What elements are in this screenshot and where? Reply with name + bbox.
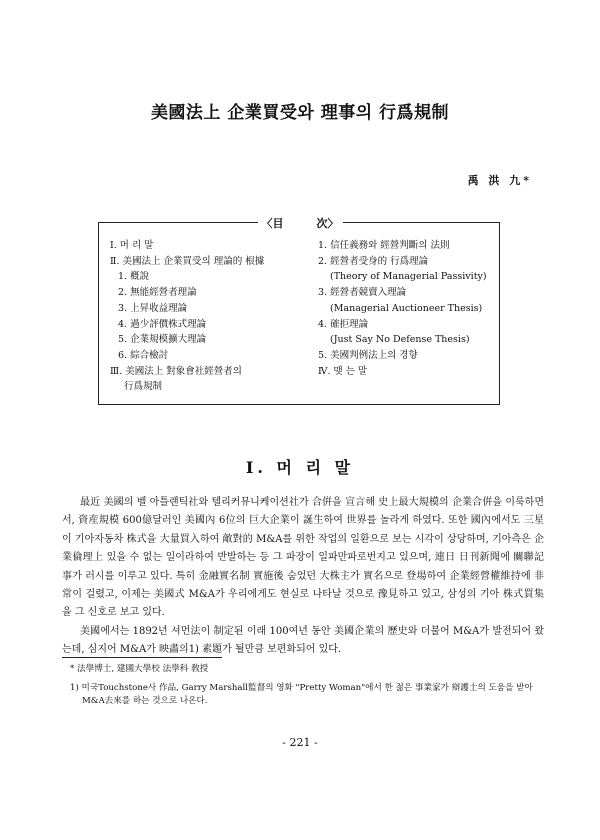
author-name: 禹 洪 九* <box>467 174 532 187</box>
toc-item: 5. 美國判例法上의 경향 <box>318 349 418 361</box>
toc-item: 1. 槪說 <box>118 271 150 283</box>
toc-item: 行爲規制 <box>124 381 163 393</box>
toc-item: 3. 上昇收益理論 <box>118 302 188 314</box>
toc-item: Ⅲ. 美國法上 對象會社經營者의 <box>110 365 242 377</box>
toc-item: 1. 信任義務와 經營判斷의 法則 <box>318 240 450 251</box>
toc-item: 6. 綜合檢討 <box>118 349 169 361</box>
toc-item: (Just Say No Defense Thesis) <box>330 334 470 346</box>
toc-item: 3. 經營者競賣入理論 <box>318 287 407 299</box>
toc-item: 4. 過少評價株式理論 <box>118 318 207 330</box>
toc-right-column <box>318 238 487 379</box>
toc-item: 2. 經營者受身的 行爲理論 <box>318 255 429 267</box>
toc-item: Ⅳ. 맺 는 말 <box>318 365 368 377</box>
toc-item: (Managerial Auctioneer Thesis) <box>330 302 483 314</box>
section-heading: Ⅰ. 머 리 말 <box>245 458 355 477</box>
toc-left-column <box>110 238 264 395</box>
author-footnote: * 法學博士, 建國大學校 法學科 敎授 <box>70 664 209 674</box>
article-title: 美國法上 企業買受와 理事의 行爲規制 <box>150 103 450 123</box>
paragraph: 美國에서는 1892년 셔먼法이 制定된 이래 100여년 동안 美國企業의 歷史와 더불어 M&A가 발전되어 왔는데, 심지어 M&A가 映畵의1) 素題가 될만큼 보편화되어 있다. <box>62 625 544 656</box>
footnote-divider <box>62 657 222 658</box>
toc-item: 4. 確拒理論 <box>318 318 369 330</box>
toc-item: 2. 無能經營者理論 <box>118 287 197 299</box>
toc-item: 5. 企業規模擴大理論 <box>118 334 207 346</box>
footnote-1: 1) 미국Touchstone사 作品, Garry Marshall監督의 영화 "Pretty Woman"에서 한 젊은 事業家가 辯護士의 도움을 받아 M&A去來를 하는 것으로 나온다. <box>70 683 533 706</box>
page-number: - 221 - <box>282 736 318 749</box>
toc-heading-text: 〈目 次〉 <box>258 217 343 230</box>
paragraph: 最近 美國의 벨 아틀랜틱社와 텔리커뮤니케이션社가 合倂을 宣言해 史上最大規模의 企業合倂을 이룩하면서, 資産規模 600億달러인 美國內 6位의 巨大企業이 誕生하여 世界를 놀라게 하였다. 또한 國內에서도 三星이 기아자동차 株式을 大量買入하여 敵對的 M&A를 위한 작업의 일환으로 보는 시각이 상당하며, 기아측은 企業倫理上 있을 수 없는 일이라하여 반발하는 등 그 파장이 일파만파로번지고 있으며, 連日 日刊新聞에 關聯記事가 러시를 이루고 있다. 특히 金融實名制 實施後 숨었던 大株主가 實名으로 登場하여 企業經營權維持에 非常이 걸렸고, 이제는 美國式 M&A가 우리에게도 현실로 나타날 것으로 豫見하고 있고, 삼성의 기아 株式買集을 그 신호로 보고 있다. <box>62 497 544 619</box>
toc-item: (Theory of Managerial Passivity) <box>330 271 487 283</box>
body-text <box>62 494 544 660</box>
toc-item: Ⅰ. 머 리 말 <box>110 240 154 251</box>
toc-item: Ⅱ. 美國法上 企業買受의 理論的 根據 <box>110 255 265 267</box>
toc-heading <box>0 215 600 231</box>
